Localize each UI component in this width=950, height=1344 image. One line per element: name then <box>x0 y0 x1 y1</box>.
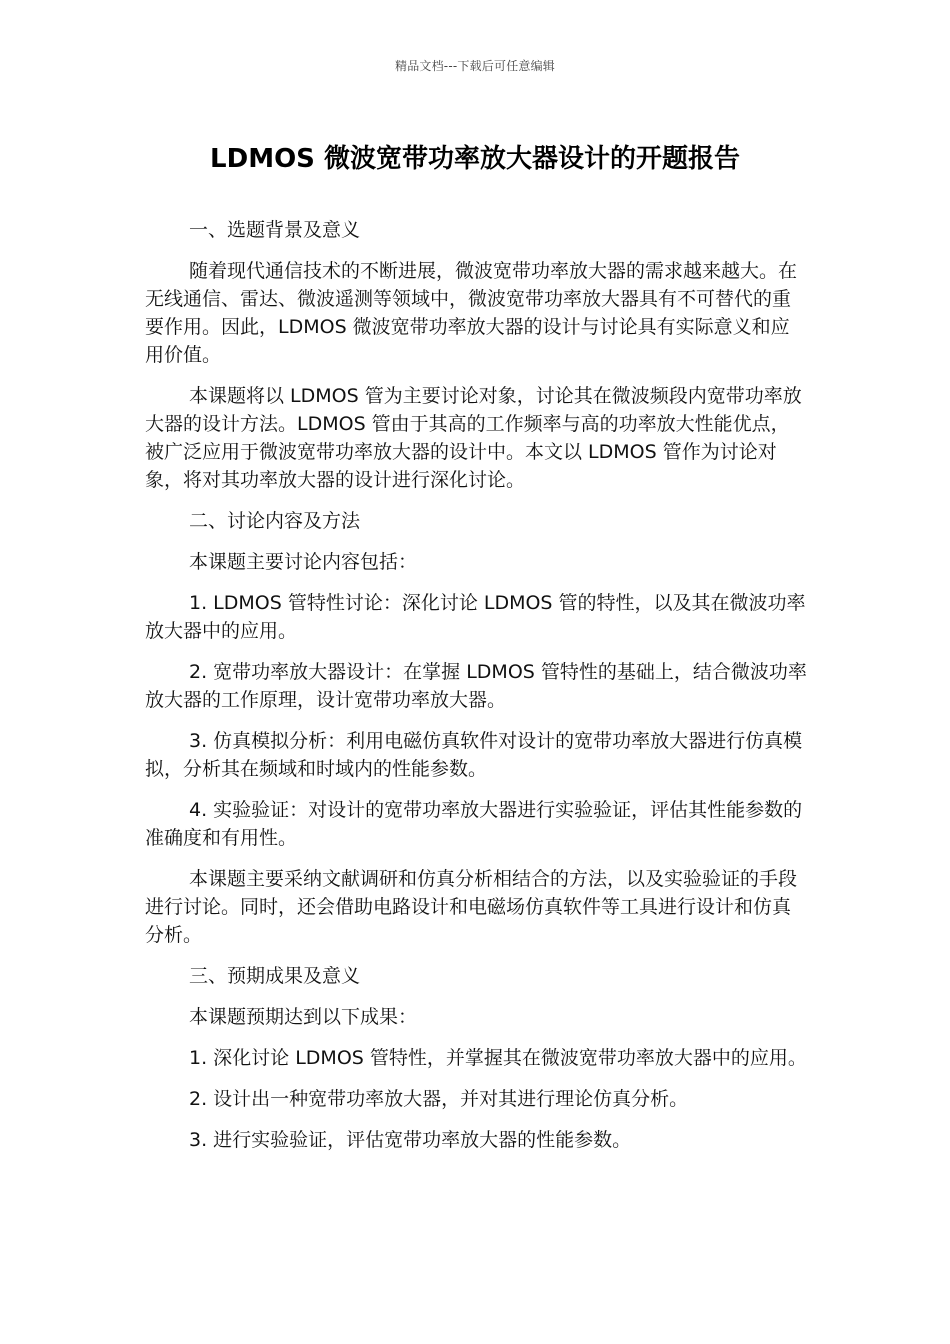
list-item-result-3: 3. 进行实验验证，评估宽带功率放大器的性能参数。 <box>189 1129 632 1151</box>
list-item-content-2: 2. 宽带功率放大器设计：在掌握 LDMOS 管特性的基础上，结合微波功率放大器的工作原理，设计宽带功率放大器。 <box>145 661 807 711</box>
section-heading-expected-results: 三、预期成果及意义 <box>189 965 361 987</box>
list-item-result-2: 2. 设计出一种宽带功率放大器，并对其进行理论仿真分析。 <box>189 1088 689 1110</box>
section-heading-content-method: 二、讨论内容及方法 <box>189 510 361 532</box>
document-title: LDMOS 微波宽带功率放大器设计的开题报告 <box>210 144 740 174</box>
list-item-result-1: 1. 深化讨论 LDMOS 管特性，并掌握其在微波宽带功率放大器中的应用。 <box>189 1047 807 1069</box>
paragraph-content-intro: 本课题主要讨论内容包括： <box>189 551 418 573</box>
list-item-content-3: 3. 仿真模拟分析：利用电磁仿真软件对设计的宽带功率放大器进行仿真模拟，分析其在频域和时域内的性能参数。 <box>145 730 803 780</box>
paragraph-results-intro: 本课题预期达到以下成果： <box>189 1006 418 1028</box>
paragraph-method: 本课题主要采纳文献调研和仿真分析相结合的方法，以及实验验证的手段进行讨论。同时，还会借助电路设计和电磁场仿真软件等工具进行设计和仿真分析。 <box>145 868 798 946</box>
section-heading-background: 一、选题背景及意义 <box>189 219 361 241</box>
paragraph-background: 随着现代通信技术的不断进展，微波宽带功率放大器的需求越来越大。在无线通信、雷达、微波遥测等领域中，微波宽带功率放大器具有不可替代的重要作用。因此，LDMOS 微波宽带功率放大器的设计与讨论具有实际意义和应用价值。 <box>145 260 798 366</box>
paragraph-topic: 本课题将以 LDMOS 管为主要讨论对象，讨论其在微波频段内宽带功率放大器的设计方法。LDMOS 管由于其高的工作频率与高的功率放大性能优点，被广泛应用于微波宽带功率放大器的设计中。本文以 LDMOS 管作为讨论对象，将对其功率放大器的设计进行深化讨论。 <box>145 385 802 491</box>
header-note: 精品文档---下载后可任意编辑 <box>395 59 555 73</box>
list-item-content-1: 1. LDMOS 管特性讨论：深化讨论 LDMOS 管的特性，以及其在微波功率放大器中的应用。 <box>145 592 806 642</box>
list-item-content-4: 4. 实验验证：对设计的宽带功率放大器进行实验验证，评估其性能参数的准确度和有用性。 <box>145 799 803 849</box>
document-body <box>145 216 807 1167</box>
